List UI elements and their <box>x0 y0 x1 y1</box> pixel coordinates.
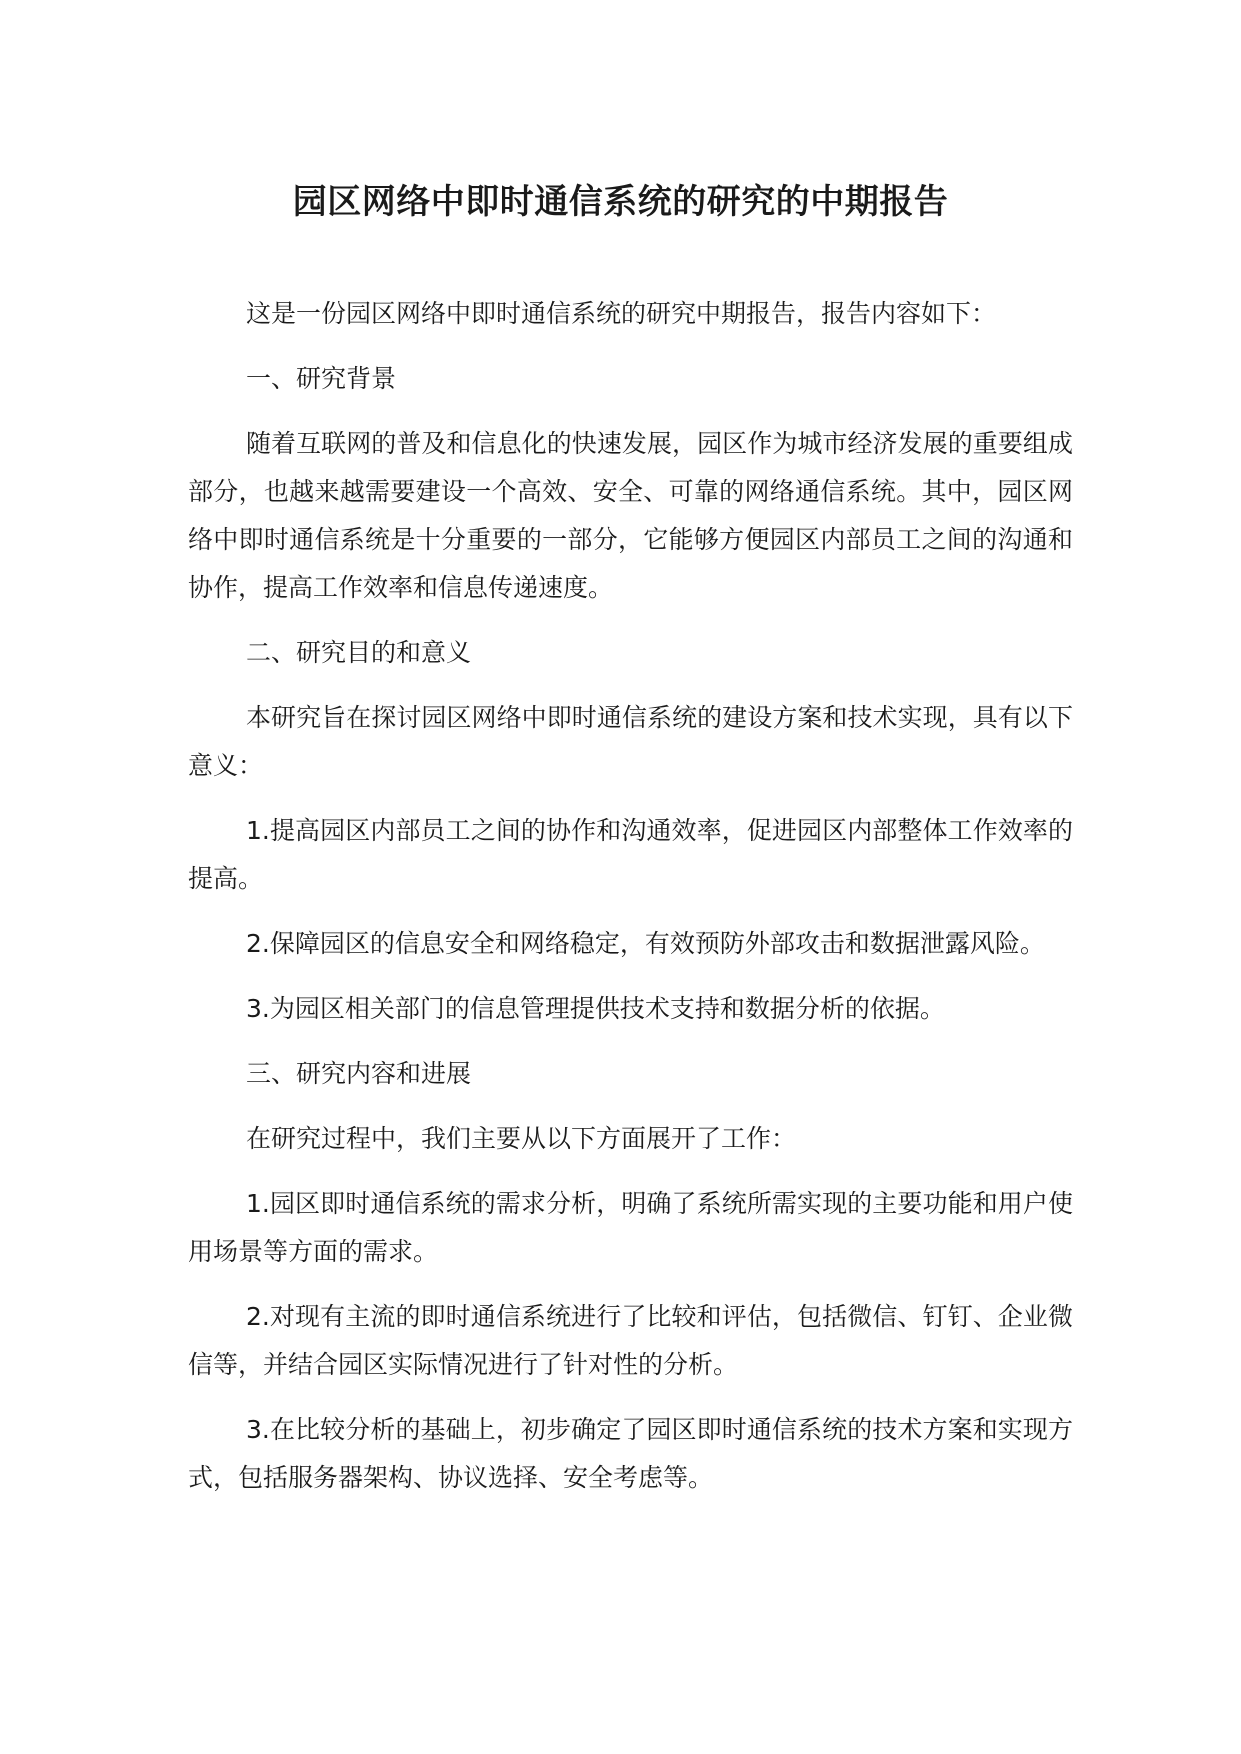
document-title: 园区网络中即时通信系统的研究的中期报告 <box>292 182 949 222</box>
progress-paragraph: 在研究过程中，我们主要从以下方面展开了工作： <box>246 1124 797 1153</box>
purpose-item-3: 3.为园区相关部门的信息管理提供技术支持和数据分析的依据。 <box>246 994 945 1023</box>
purpose-item-1: 1.提高园区内部员工之间的协作和沟通效率，促进园区内部整体工作效率的提高。 <box>188 816 1073 893</box>
intro-paragraph: 这是一份园区网络中即时通信系统的研究中期报告，报告内容如下： <box>246 299 997 328</box>
progress-item-1: 1.园区即时通信系统的需求分析，明确了系统所需实现的主要功能和用户使用场景等方面的需求。 <box>188 1189 1073 1266</box>
purpose-item-2: 2.保障园区的信息安全和网络稳定，有效预防外部攻击和数据泄露风险。 <box>246 929 1045 958</box>
section-heading-progress: 三、研究内容和进展 <box>246 1059 472 1088</box>
background-paragraph: 随着互联网的普及和信息化的快速发展，园区作为城市经济发展的重要组成部分，也越来越需要建设一个高效、安全、可靠的网络通信系统。其中，园区网络中即时通信系统是十分重要的一部分，它能够方便园区内部员工之间的沟通和协作，提高工作效率和信息传递速度。 <box>188 429 1073 602</box>
progress-item-3: 3.在比较分析的基础上，初步确定了园区即时通信系统的技术方案和实现方式，包括服务器架构、协议选择、安全考虑等。 <box>188 1415 1073 1492</box>
section-heading-background: 一、研究背景 <box>246 364 397 393</box>
progress-item-2: 2.对现有主流的即时通信系统进行了比较和评估，包括微信、钉钉、企业微信等，并结合园区实际情况进行了针对性的分析。 <box>188 1302 1073 1379</box>
section-heading-purpose: 二、研究目的和意义 <box>246 638 472 667</box>
document-body <box>188 290 1073 1519</box>
purpose-paragraph: 本研究旨在探讨园区网络中即时通信系统的建设方案和技术实现，具有以下意义： <box>188 703 1073 780</box>
